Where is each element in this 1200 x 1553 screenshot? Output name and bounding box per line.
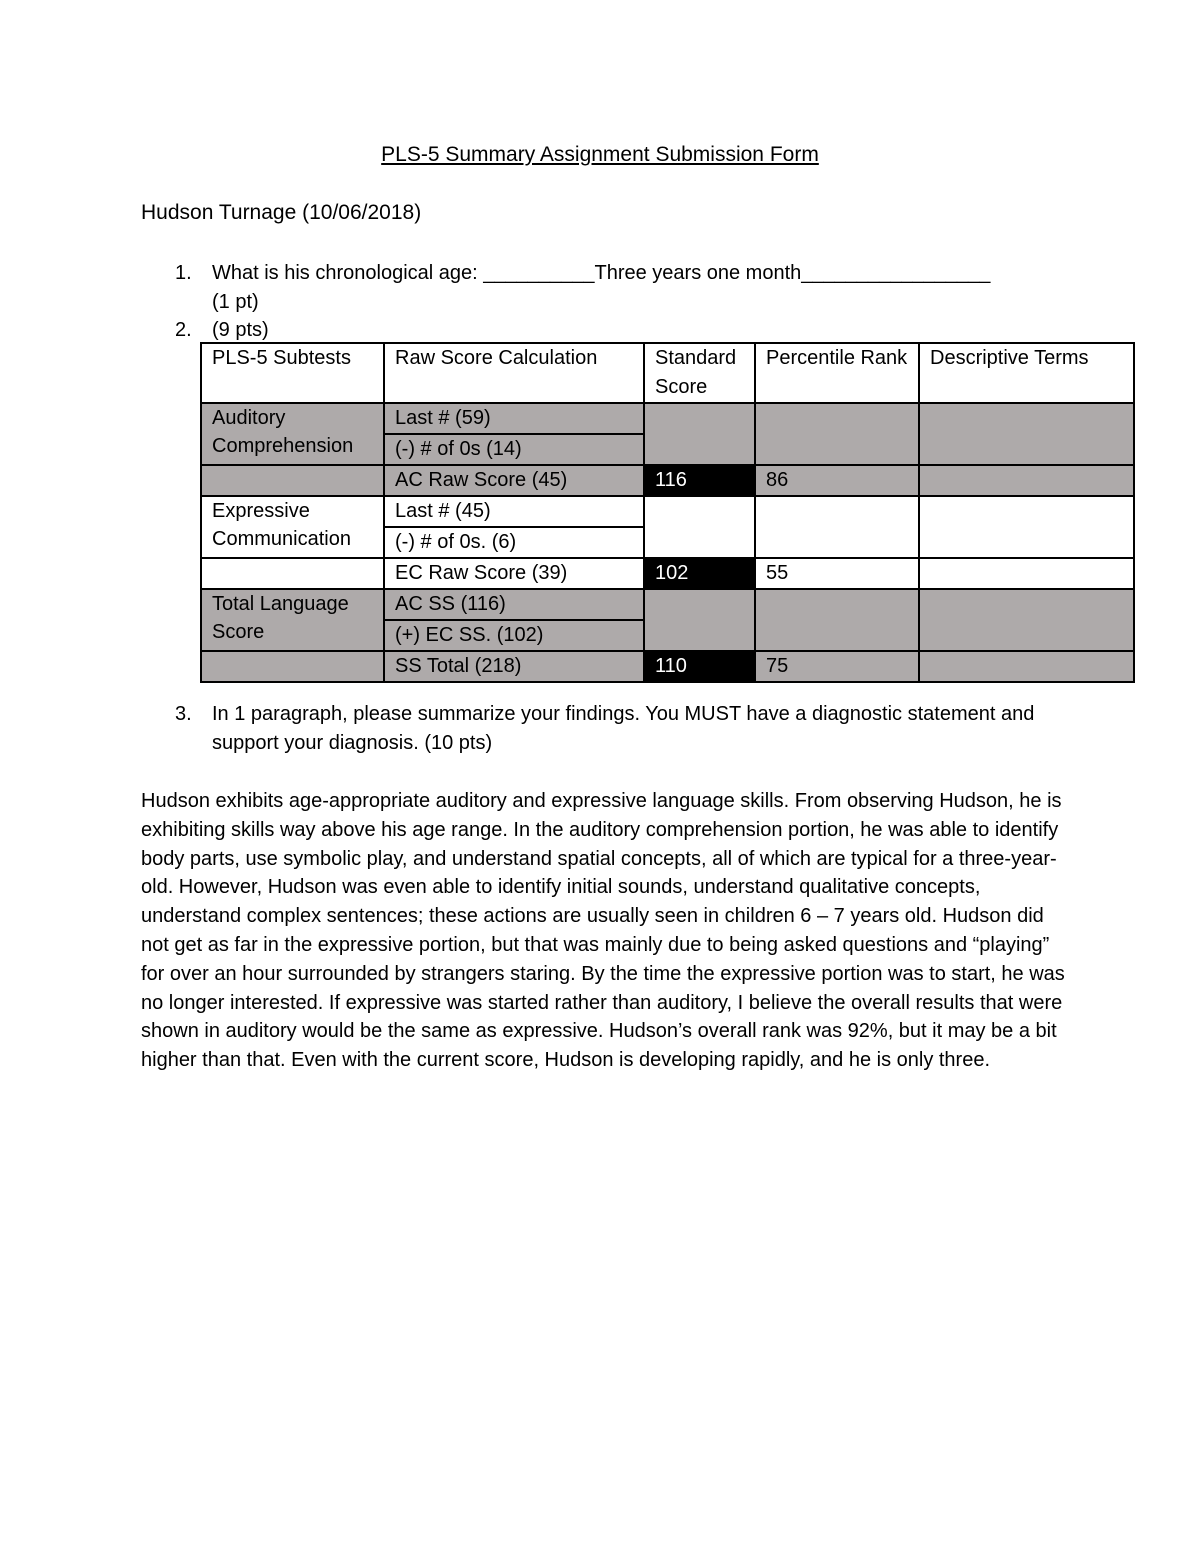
ec-empty-percentile: [755, 496, 919, 558]
question-3-text: In 1 paragraph, please summarize your findings. You MUST have a diagnostic statement and support your diagnosis. (10 pts): [212, 703, 1035, 754]
ec-descriptive-term: [919, 558, 1134, 589]
table-header-row: [201, 343, 1134, 403]
question-2-number: 2.: [175, 319, 192, 341]
ac-percentile-rank: 86: [755, 465, 919, 496]
ec-raw-score: EC Raw Score (39): [384, 558, 644, 589]
summary-paragraph: Hudson exhibits age-appropriate auditory and expressive language skills. From observing Hudson, he is exhibiting skills way above his age range. In the auditory comprehension portion, he was able to identify body parts, use symbolic play, and understand spatial concepts, all of which are typical for a three-year-old. However, Hudson was even able to identify initial sounds, understand qualitative concepts, understand complex sentences; these actions are usually seen in children 6 – 7 years old. Hudson did not get as far in the expressive portion, but that was mainly due to being asked questions and “playing” for over an hour surrounded by strangers staring. By the time the expressive portion was to start, he was no longer interested. If expressive was started rather than auditory, I believe the overall results that were shown in auditory would be the same as expressive. Hudson’s overall rank was 92%, but it may be a bit higher than that. Even with the current score, Hudson is developing rapidly, and he is only three.: [141, 790, 1065, 1072]
total-percentile-rank: 75: [755, 651, 919, 682]
header-percentile-rank: Percentile Rank: [755, 343, 919, 403]
ec-percentile-rank: 55: [755, 558, 919, 589]
ac-label: Auditory Comprehension: [201, 403, 384, 465]
total-ec-ss: (+) EC SS. (102): [384, 620, 644, 651]
ac-descriptive-term: [919, 465, 1134, 496]
question-1-number: 1.: [175, 262, 192, 284]
header-descriptive-terms: Descriptive Terms: [919, 343, 1134, 403]
ac-empty-percentile: [755, 403, 919, 465]
total-label: Total Language Score: [201, 589, 384, 651]
ac-zeros: (-) # of 0s (14): [384, 434, 644, 465]
total-empty-percentile: [755, 589, 919, 651]
page-title: PLS-5 Summary Assignment Submission Form: [381, 143, 819, 166]
question-3: [175, 700, 1075, 758]
ec-empty-standard: [644, 496, 755, 558]
ac-raw-score: AC Raw Score (45): [384, 465, 644, 496]
ec-zeros: (-) # of 0s. (6): [384, 527, 644, 558]
header-subtests: PLS-5 Subtests: [201, 343, 384, 403]
ec-standard-score: 102: [644, 558, 755, 589]
table-row: [201, 496, 1134, 527]
header-standard-score: Standard Score: [644, 343, 755, 403]
ec-last-number: Last # (45): [384, 496, 644, 527]
question-3-number: 3.: [175, 703, 192, 725]
total-descriptive-term: [919, 651, 1134, 682]
total-ac-ss: AC SS (116): [384, 589, 644, 620]
ac-empty-standard: [644, 403, 755, 465]
table-row: [201, 651, 1134, 682]
question-1-points: (1 pt): [212, 291, 259, 313]
header-raw-score: Raw Score Calculation: [384, 343, 644, 403]
ac-empty-descriptive: [919, 403, 1134, 465]
ac-label-continued: [201, 465, 384, 496]
total-ss-sum: SS Total (218): [384, 651, 644, 682]
table-row: [201, 589, 1134, 620]
total-label-continued: [201, 651, 384, 682]
question-1: [175, 259, 991, 313]
student-name-date: Hudson Turnage (10/06/2018): [141, 201, 422, 224]
scores-table: [200, 342, 1135, 683]
total-empty-descriptive: [919, 589, 1134, 651]
question-1-text: What is his chronological age: __________Three years one month_________________: [212, 262, 991, 284]
ec-empty-descriptive: [919, 496, 1134, 558]
question-2: [175, 316, 269, 345]
ac-standard-score: 116: [644, 465, 755, 496]
total-empty-standard: [644, 589, 755, 651]
ec-label: Expressive Communication: [201, 496, 384, 558]
table-row: [201, 403, 1134, 434]
question-2-points: (9 pts): [212, 319, 269, 341]
table-row: [201, 558, 1134, 589]
ac-last-number: Last # (59): [384, 403, 644, 434]
ec-label-continued: [201, 558, 384, 589]
table-row: [201, 465, 1134, 496]
total-standard-score: 110: [644, 651, 755, 682]
